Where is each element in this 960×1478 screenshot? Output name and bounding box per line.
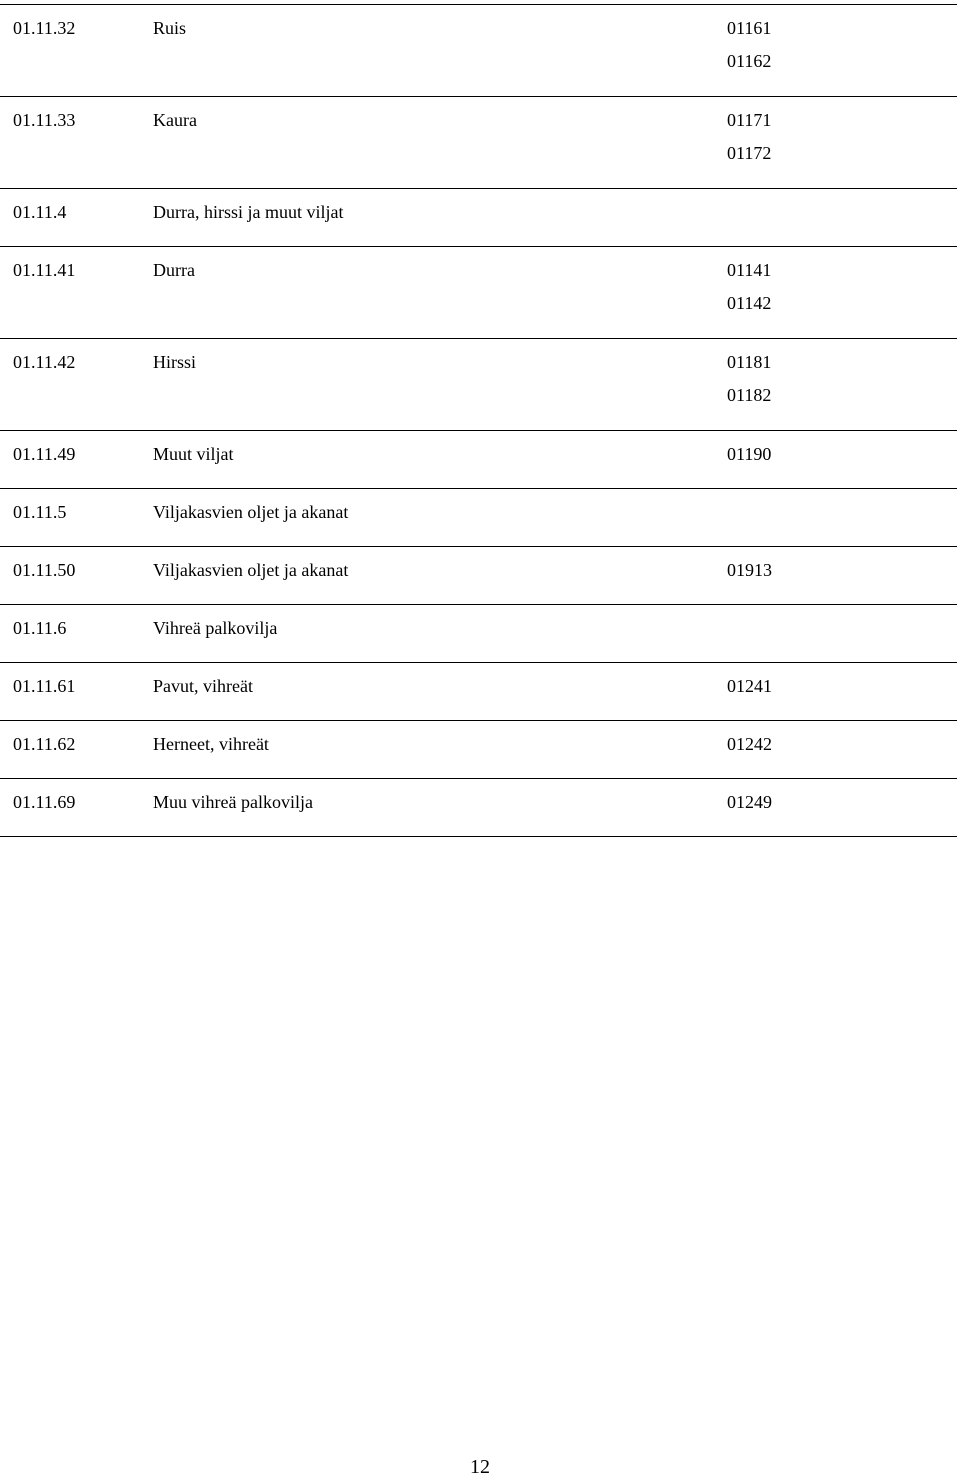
row-code: 01.11.33 bbox=[13, 110, 76, 130]
row-ref: 01171 bbox=[727, 110, 772, 130]
row-description: Ruis bbox=[153, 18, 187, 38]
row-code: 01.11.6 bbox=[13, 618, 67, 638]
table-row bbox=[0, 488, 957, 546]
row-code: 01.11.32 bbox=[13, 18, 76, 38]
row-refs bbox=[727, 559, 772, 592]
row-refs bbox=[727, 17, 771, 83]
table-row bbox=[0, 778, 957, 837]
row-description: Muut viljat bbox=[153, 444, 234, 464]
row-ref: 01913 bbox=[727, 560, 772, 580]
row-description: Kaura bbox=[153, 110, 197, 130]
row-ref: 01190 bbox=[727, 444, 772, 464]
table-row bbox=[0, 430, 957, 488]
row-description: Durra bbox=[153, 260, 195, 280]
row-code: 01.11.69 bbox=[13, 792, 76, 812]
classification-table bbox=[0, 4, 957, 837]
row-code: 01.11.41 bbox=[13, 260, 76, 280]
row-ref: 01162 bbox=[727, 51, 772, 71]
row-ref: 01142 bbox=[727, 293, 772, 313]
table-row bbox=[0, 338, 957, 430]
row-description: Durra, hirssi ja muut viljat bbox=[153, 202, 344, 222]
row-code: 01.11.5 bbox=[13, 502, 67, 522]
row-code: 01.11.61 bbox=[13, 676, 76, 696]
row-description: Viljakasvien oljet ja akanat bbox=[153, 502, 349, 522]
row-code: 01.11.49 bbox=[13, 444, 76, 464]
table-row bbox=[0, 662, 957, 720]
table-row bbox=[0, 4, 957, 96]
row-code: 01.11.42 bbox=[13, 352, 76, 372]
row-description: Pavut, vihreät bbox=[153, 676, 253, 696]
row-refs bbox=[727, 259, 771, 325]
row-ref: 01182 bbox=[727, 385, 772, 405]
table-row bbox=[0, 188, 957, 246]
row-refs bbox=[727, 733, 772, 766]
row-description: Vihreä palkovilja bbox=[153, 618, 278, 638]
table-row bbox=[0, 720, 957, 778]
table-row bbox=[0, 96, 957, 188]
page-number: 12 bbox=[470, 1456, 490, 1478]
row-refs bbox=[727, 351, 771, 417]
row-code: 01.11.62 bbox=[13, 734, 76, 754]
row-refs bbox=[727, 109, 771, 175]
row-ref: 01141 bbox=[727, 260, 772, 280]
row-description: Hirssi bbox=[153, 352, 197, 372]
row-code: 01.11.50 bbox=[13, 560, 76, 580]
row-ref: 01249 bbox=[727, 792, 772, 812]
row-description: Muu vihreä palkovilja bbox=[153, 792, 313, 812]
table-row bbox=[0, 246, 957, 338]
row-refs bbox=[727, 443, 771, 476]
row-code: 01.11.4 bbox=[13, 202, 67, 222]
row-description: Viljakasvien oljet ja akanat bbox=[153, 560, 349, 580]
row-ref: 01241 bbox=[727, 676, 772, 696]
table-row bbox=[0, 546, 957, 604]
row-description: Herneet, vihreät bbox=[153, 734, 269, 754]
row-ref: 01161 bbox=[727, 18, 772, 38]
row-refs bbox=[727, 791, 772, 824]
table-row bbox=[0, 604, 957, 662]
row-ref: 01181 bbox=[727, 352, 772, 372]
row-ref: 01242 bbox=[727, 734, 772, 754]
row-refs bbox=[727, 675, 772, 708]
row-ref: 01172 bbox=[727, 143, 772, 163]
